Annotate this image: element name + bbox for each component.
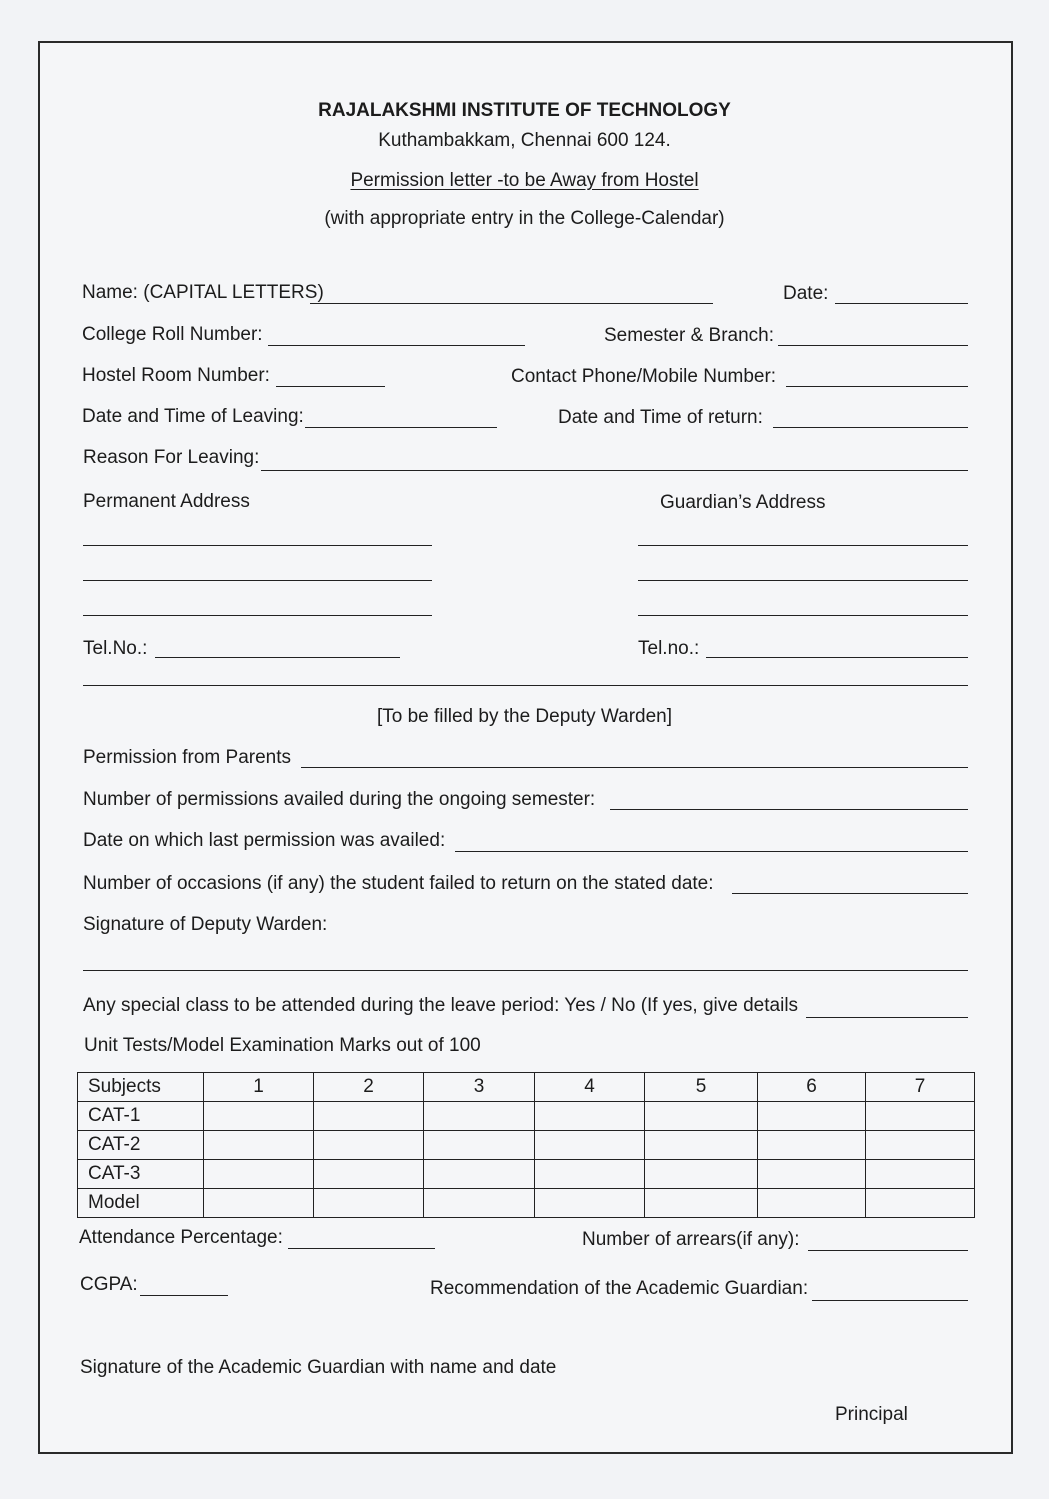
mark-cell[interactable] [535,1102,645,1131]
table-header-cell: 6 [758,1073,866,1102]
roll-field[interactable] [268,325,525,346]
mark-cell[interactable] [204,1102,314,1131]
name-label: Name: (CAPITAL LETTERS) [82,282,324,303]
cgpa-field[interactable] [140,1275,228,1296]
permanent-address-line[interactable] [83,615,432,616]
leaving-field[interactable] [305,407,497,428]
name-field[interactable] [310,283,713,304]
mark-cell[interactable] [866,1189,975,1218]
mark-cell[interactable] [645,1189,758,1218]
table-row [78,1131,975,1160]
mark-cell[interactable] [424,1102,535,1131]
last-permission-field[interactable] [455,831,968,852]
permanent-address-label: Permanent Address [83,491,250,512]
special-class-field[interactable] [806,997,968,1018]
section-divider [83,685,968,686]
tel-right-field[interactable] [706,637,968,658]
guardian-signature-label: Signature of the Academic Guardian with name and date [80,1357,557,1378]
mark-cell[interactable] [535,1131,645,1160]
row-label: CAT-1 [78,1102,204,1131]
table-header-row [78,1073,975,1102]
parents-permission-field[interactable] [301,747,968,768]
mark-cell[interactable] [314,1189,424,1218]
arrears-field[interactable] [808,1230,968,1251]
guardian-address-line[interactable] [638,580,968,581]
room-label: Hostel Room Number: [82,365,270,386]
mark-cell[interactable] [535,1189,645,1218]
permanent-address-line[interactable] [83,545,432,546]
form-title-text: Permission letter -to be Away from Hostel [350,170,699,191]
institute-name: RAJALAKSHMI INSTITUTE OF TECHNOLOGY [318,100,731,121]
table-header-cell: 1 [204,1073,314,1102]
mark-cell[interactable] [866,1131,975,1160]
table-header-cell: 5 [645,1073,758,1102]
mark-cell[interactable] [204,1131,314,1160]
mark-cell[interactable] [314,1102,424,1131]
reason-label: Reason For Leaving: [83,447,260,468]
guardian-address-line[interactable] [638,545,968,546]
permissions-count-field[interactable] [610,789,968,810]
mark-cell[interactable] [314,1131,424,1160]
mark-cell[interactable] [645,1160,758,1189]
guardian-address-line[interactable] [638,615,968,616]
contact-field[interactable] [786,366,968,387]
return-field[interactable] [773,407,968,428]
institute-address: Kuthambakkam, Chennai 600 124. [378,130,671,151]
mark-cell[interactable] [758,1102,866,1131]
semester-field[interactable] [778,325,968,346]
table-row [78,1189,975,1218]
mark-cell[interactable] [424,1189,535,1218]
mark-cell[interactable] [758,1131,866,1160]
marks-heading: Unit Tests/Model Examination Marks out of 100 [84,1035,481,1056]
table-header-cell: 4 [535,1073,645,1102]
form-title [0,170,1049,192]
parents-permission-label: Permission from Parents [83,747,292,768]
contact-label: Contact Phone/Mobile Number: [511,366,777,387]
row-label: CAT-3 [78,1160,204,1189]
warden-signature-label: Signature of Deputy Warden: [83,914,328,935]
tel-right-label: Tel.no.: [638,638,700,659]
permanent-address-line[interactable] [83,580,432,581]
form-subtitle: (with appropriate entry in the College-Calendar) [324,208,725,229]
warden-heading: [To be filled by the Deputy Warden] [376,706,672,727]
table-header-cell: 2 [314,1073,424,1102]
leaving-label: Date and Time of Leaving: [82,406,304,427]
date-label: Date: [783,283,829,304]
semester-label: Semester & Branch: [604,325,775,346]
mark-cell[interactable] [758,1189,866,1218]
table-header-cell: Subjects [78,1073,204,1102]
attendance-label: Attendance Percentage: [79,1227,283,1248]
return-label: Date and Time of return: [558,407,763,428]
mark-cell[interactable] [645,1131,758,1160]
table-row [78,1102,975,1131]
mark-cell[interactable] [424,1160,535,1189]
failed-return-label: Number of occasions (if any) the student failed to return on the stated date: [83,873,714,894]
failed-return-field[interactable] [732,873,968,894]
table-header-cell: 3 [424,1073,535,1102]
room-field[interactable] [276,366,385,387]
recommendation-field[interactable] [812,1280,968,1301]
marks-table [77,1072,975,1218]
last-permission-label: Date on which last permission was availed: [83,830,446,851]
row-label: Model [78,1189,204,1218]
permissions-count-label: Number of permissions availed during the ongoing semester: [83,789,596,810]
special-class-label: Any special class to be attended during the leave period: Yes / No (If yes, give details [83,995,799,1016]
mark-cell[interactable] [204,1189,314,1218]
recommendation-label: Recommendation of the Academic Guardian: [430,1278,809,1299]
arrears-label: Number of arrears(if any): [582,1229,800,1250]
mark-cell[interactable] [535,1160,645,1189]
mark-cell[interactable] [866,1160,975,1189]
mark-cell[interactable] [424,1131,535,1160]
guardian-address-label: Guardian’s Address [660,492,826,513]
principal-label: Principal [835,1404,908,1425]
table-row [78,1160,975,1189]
mark-cell[interactable] [314,1160,424,1189]
cgpa-label: CGPA: [80,1274,138,1295]
mark-cell[interactable] [204,1160,314,1189]
roll-label: College Roll Number: [82,324,263,345]
tel-left-field[interactable] [155,637,400,658]
attendance-field[interactable] [288,1228,435,1249]
mark-cell[interactable] [866,1102,975,1131]
reason-field[interactable] [261,450,968,471]
mark-cell[interactable] [758,1160,866,1189]
warden-signature-line[interactable] [83,970,968,971]
date-field[interactable] [835,283,968,304]
mark-cell[interactable] [645,1102,758,1131]
table-header-cell: 7 [866,1073,975,1102]
row-label: CAT-2 [78,1131,204,1160]
tel-left-label: Tel.No.: [83,638,148,659]
